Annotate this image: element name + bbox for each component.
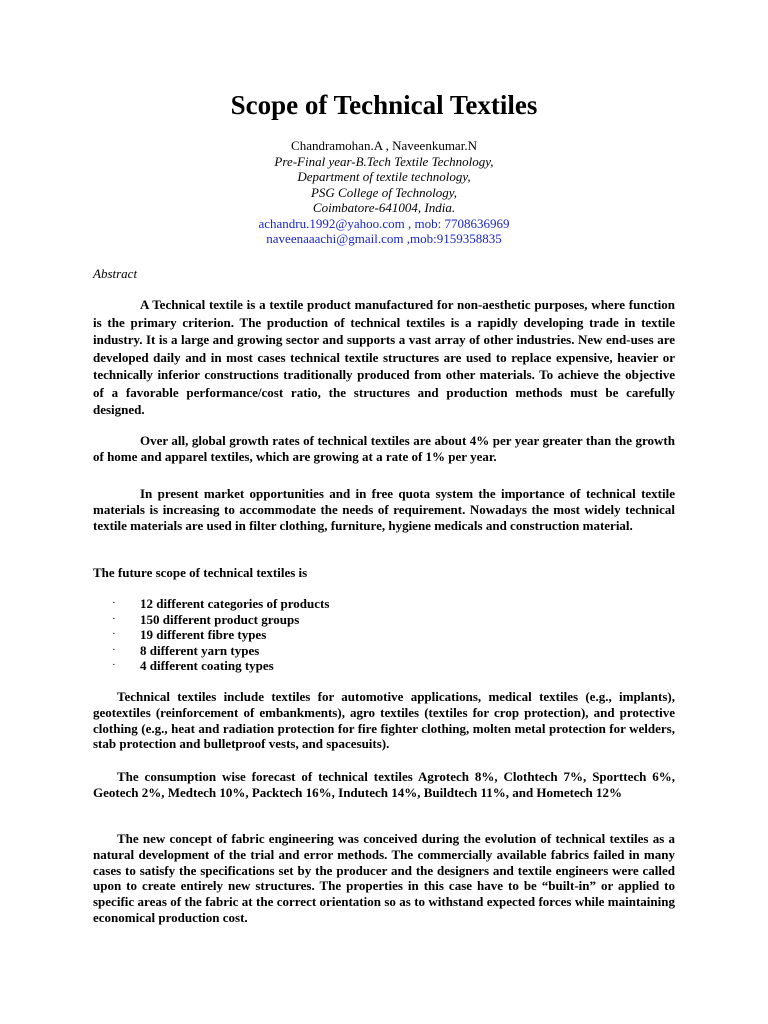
applications-paragraph: Technical textiles include textiles for automotive applications, medical textiles (e.g., implants), geotextiles (reinforcement of embankments), agro textiles (textiles for crop protection), and protective clothing (e.g., heat and radiation protection for fire fighter clothing, molten metal protection for welders, stab protection and bulletproof vests, and spacesuits).: [93, 689, 675, 752]
contact-link[interactable]: naveenaaachi@gmail.com ,mob:9159358835: [266, 231, 502, 246]
list-item: · 19 different fibre types: [112, 627, 267, 642]
authors: Chandramohan.A , Naveenkumar.N: [291, 138, 477, 153]
forecast-paragraph: The consumption wise forecast of technical textiles Agrotech 8%, Clothtech 7%, Sporttech 6%, Geotech 2%, Medtech 10%, Packtech 16%, Indutech 14%, Buildtech 11%, and Hometech 12%: [93, 769, 675, 800]
bullet-icon: ·: [112, 597, 116, 609]
affiliation-line: Coimbatore-641004, India.: [312, 200, 456, 215]
bullet-icon: ·: [112, 612, 116, 625]
paper-title: Scope of Technical Textiles: [230, 90, 538, 120]
scope-list: [112, 596, 329, 674]
contact-link[interactable]: achandru.1992@yahoo.com , mob: 7708636969: [258, 215, 510, 231]
list-item: · 4 different coating types: [112, 658, 274, 673]
abstract-label: Abstract: [93, 266, 138, 281]
affiliation-line: Department of textile technology,: [297, 169, 471, 184]
affiliation-line: PSG College of Technology,: [310, 184, 458, 200]
abstract-paragraph: A Technical textile is a textile product manufactured for non-aesthetic purposes, where function is the primary criterion. The production of technical textiles is a rapidly developing trade in textile industry. It is a large and growing sector and supports a vast array of other industries. New end-uses are developed daily and in most cases technical textile structures are used to replace expensive, heavier or technically inferior constructions traditionally produced from other materials. To achieve the objective of a favorable performance/cost ratio, the structures and production methods must be carefully designed.: [93, 297, 675, 417]
list-item: · 8 different yarn types: [112, 642, 260, 658]
author-block: [0, 138, 768, 247]
scope-heading: The future scope of technical textiles is: [93, 565, 308, 580]
affiliation-line: Pre-Final year-B.Tech Textile Technology,: [274, 153, 494, 169]
bullet-icon: ·: [112, 643, 116, 656]
market-paragraph: In present market opportunities and in free quota system the importance of technical textile materials is increasing to accommodate the needs of requirement. Nowadays the most widely technical textile materials are used in filter clothing, furniture, hygiene medicals and construction material.: [93, 486, 675, 533]
bullet-icon: ·: [112, 628, 116, 640]
list-item: · 150 different product groups: [112, 611, 300, 627]
growth-paragraph: Over all, global growth rates of technical textiles are about 4% per year greater than the growth of home and apparel textiles, which are growing at a rate of 1% per year.: [93, 433, 675, 464]
list-item: · 12 different categories of products: [112, 596, 330, 611]
bullet-icon: ·: [112, 659, 116, 671]
fabric-engineering-paragraph: The new concept of fabric engineering was conceived during the evolution of technical textiles as a natural development of the trial and error methods. The commercially available fabrics failed in many cases to satisfy the specifications set by the producer and the designers and textile engineers were called upon to create entirely new structures. The properties in this case have to be “built-in” or applied to specific areas of the fabric at the correct orientation so as to withstand expected forces while maintaining economical production cost.: [93, 831, 675, 925]
